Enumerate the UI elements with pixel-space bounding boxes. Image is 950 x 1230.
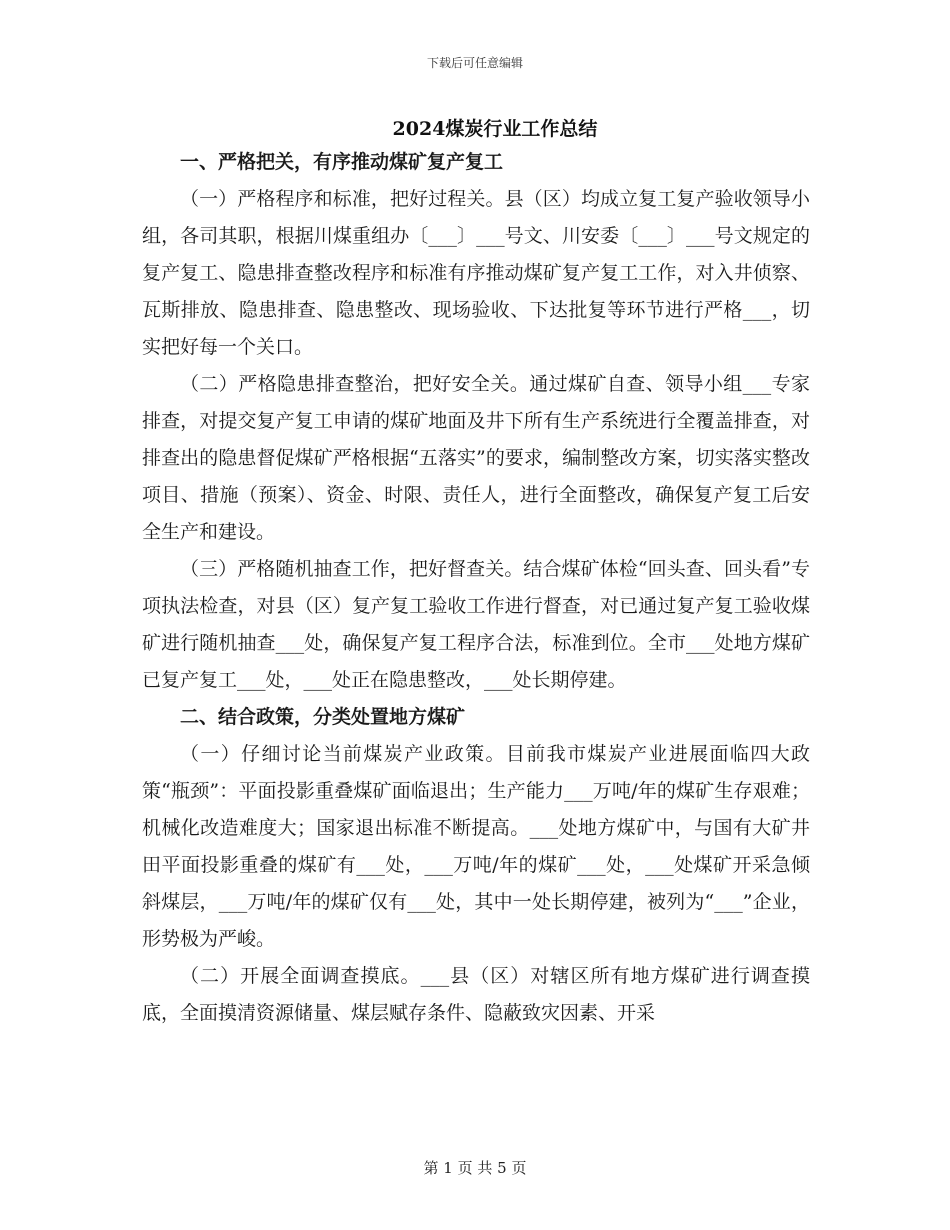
document-body <box>142 144 810 1032</box>
section-heading-2: 二、结合政策，分类处置地方煤矿 <box>180 706 466 728</box>
section-heading-1: 一、严格把关，有序推动煤矿复产复工 <box>180 151 504 173</box>
paragraph-1-3: （三）严格随机抽查工作，把好督查关。结合煤矿体检“回头查、回头看”专项执法检查，对县（区）复产复工验收工作进行督查，对已通过复产复工验收煤矿进行随机抽查___处，确保复产复工程序合法，标准到位。全市___处地方煤矿已复产复工___处，___处正在隐患整改，___处长期停建。 <box>142 558 810 691</box>
header-note: 下载后可任意编辑 <box>426 56 523 70</box>
paragraph-1-1: （一）严格程序和标准，把好过程关。县（区）均成立复工复产验收领导小组，各司其职，根据川煤重组办〔___〕___号文、川安委〔___〕___号文规定的复产复工、隐患排查整改程序和标准有序推动煤矿复产复工工作，对入井侦察、瓦斯排放、隐患排查、隐患整改、现场验收、下达批复等环节进行严格___，切实把好每一个关口。 <box>142 188 810 358</box>
paragraph-1-2: （二）严格隐患排查整治，把好安全关。通过煤矿自查、领导小组___专家排查，对提交复产复工申请的煤矿地面及井下所有生产系统进行全覆盖排查，对排查出的隐患督促煤矿严格根据“五落实”的要求，编制整改方案，切实落实整改项目、措施（预案）、资金、时限、责任人，进行全面整改，确保复产复工后安全生产和建设。 <box>142 373 810 543</box>
document-title: 2024煤炭行业工作总结 <box>392 118 598 140</box>
paragraph-2-1: （一）仔细讨论当前煤炭产业政策。目前我市煤炭产业进展面临四大政策“瓶颈”：平面投影重叠煤矿面临退出；生产能力___万吨/年的煤矿生存艰难；机械化改造难度大；国家退出标准不断提高。___处地方煤矿中，与国有大矿井田平面投影重叠的煤矿有___处，___万吨/年的煤矿___处，___处煤矿开采急倾斜煤层，___万吨/年的煤矿仅有___处，其中一处长期停建，被列为“___”企业，形势极为严峻。 <box>142 743 810 950</box>
page-number: 第 1 页 共 5 页 <box>423 1159 527 1177</box>
paragraph-2-2: （二）开展全面调查摸底。___县（区）对辖区所有地方煤矿进行调查摸底，全面摸清资源储量、煤层赋存条件、隐蔽致灾因素、开采 <box>142 965 810 1024</box>
